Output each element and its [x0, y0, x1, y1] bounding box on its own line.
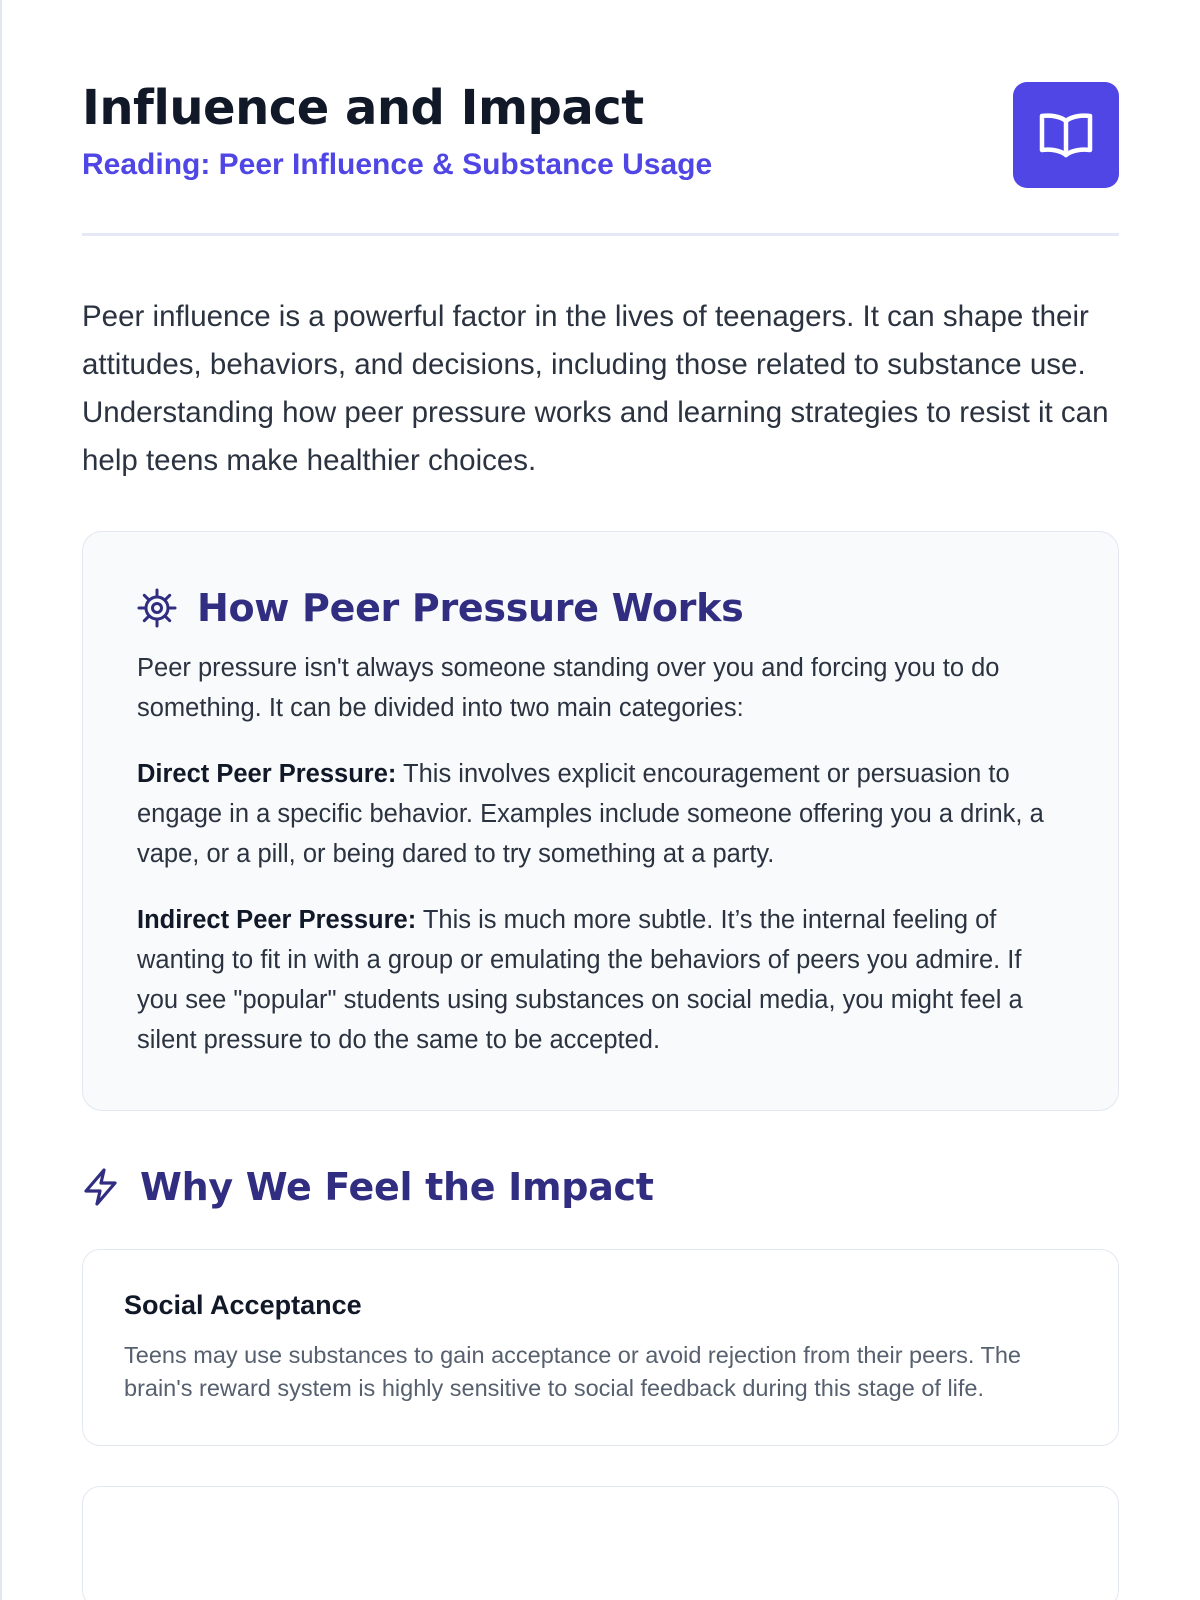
- open-book-button[interactable]: [1013, 82, 1119, 188]
- page-subtitle: Reading: Peer Influence & Substance Usage: [82, 148, 713, 181]
- why-section-header: [82, 1165, 1119, 1209]
- how-peer-pressure-card: [82, 531, 1119, 1111]
- gear-icon: [137, 588, 177, 628]
- how-section-header: [137, 586, 1064, 630]
- how-section-title: How Peer Pressure Works: [197, 586, 744, 630]
- page-header: [82, 0, 1119, 236]
- lightning-bolt-icon: [82, 1167, 120, 1207]
- why-section-title: Why We Feel the Impact: [140, 1165, 654, 1209]
- left-border: [0, 0, 2, 1600]
- indirect-pressure-text: This is much more subtle. It’s the internal feeling of wanting to fit in with a group or emulating the behaviors of peers you admire. If you see "popular" students using substances on social media, you might feel a silent pressure to do the same to be accepted.: [137, 906, 1023, 1054]
- open-book-icon: [1039, 112, 1093, 158]
- page-title: Influence and Impact: [82, 80, 644, 136]
- social-acceptance-card: [82, 1249, 1119, 1446]
- next-reason-card: [82, 1486, 1119, 1600]
- direct-pressure-paragraph: [137, 754, 1064, 874]
- direct-pressure-text: This involves explicit encouragement or persuasion to engage in a specific behavior. Examples include someone offering you a drink, a vape, or a pill, or being dared to try something at a party.: [137, 760, 1044, 868]
- how-lead-paragraph: Peer pressure isn't always someone standing over you and forcing you to do something. It can be divided into two main categories:: [137, 654, 1000, 722]
- direct-pressure-term: Direct Peer Pressure:: [137, 760, 397, 788]
- reason-card-text: Teens may use substances to gain acceptance or avoid rejection from their peers. The brain's reward system is highly sensitive to social feedback during this stage of life.: [124, 1342, 1021, 1401]
- reading-page: [82, 0, 1119, 1600]
- intro-paragraph: Peer influence is a powerful factor in the lives of teenagers. It can shape their attitudes, behaviors, and decisions, including those related to substance use. Understanding how peer pressure works and learning strategies to resist it can help teens make healthier choices.: [82, 300, 1109, 477]
- indirect-pressure-paragraph: [137, 900, 1064, 1060]
- indirect-pressure-term: Indirect Peer Pressure:: [137, 906, 417, 934]
- reason-card-title: Social Acceptance: [124, 1290, 362, 1320]
